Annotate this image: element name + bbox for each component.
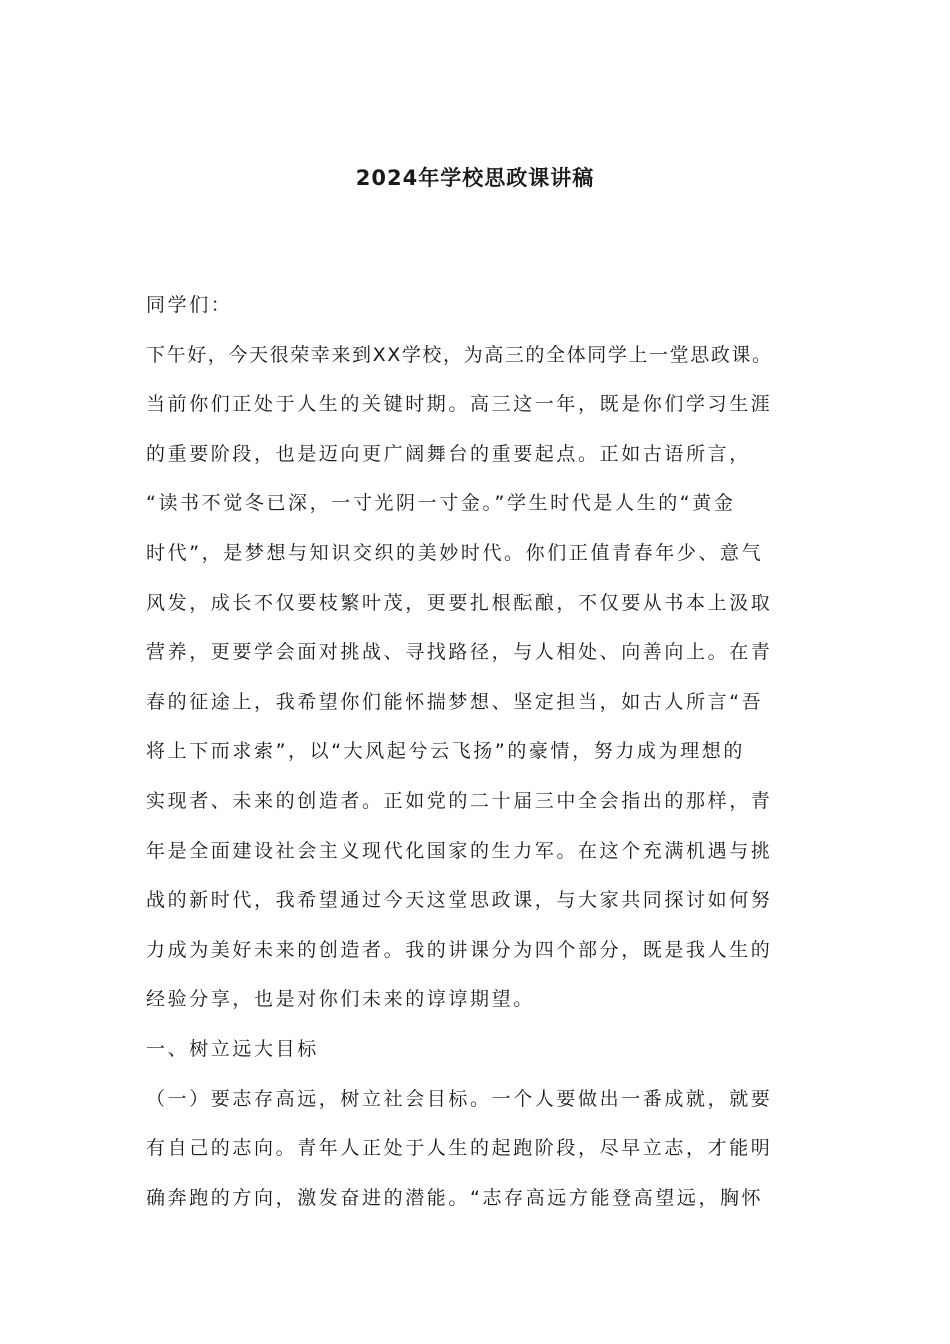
document-title: 2024年学校思政课讲稿 bbox=[355, 166, 595, 190]
paragraph-line: 经验分享，也是对你们未来的谆谆期望。 bbox=[146, 988, 535, 1011]
paragraph-line: （一）要志存高远，树立社会目标。一个人要做出一番成就，就要 bbox=[146, 1087, 773, 1110]
paragraph-line: 下午好，今天很荣幸来到XX学校，为高三的全体同学上一堂思政课。 bbox=[146, 343, 773, 366]
paragraph-line: 营养，更要学会面对挑战、寻找路径，与人相处、向善向上。在青 bbox=[146, 641, 773, 664]
paragraph-line: 将上下而求索”，以“大风起兮云飞扬”的豪情，努力成为理想的 bbox=[146, 740, 745, 763]
paragraph-line: 战的新时代，我希望通过今天这堂思政课，与大家共同探讨如何努 bbox=[146, 889, 773, 912]
paragraph-line: 力成为美好未来的创造者。我的讲课分为四个部分，既是我人生的 bbox=[146, 938, 773, 961]
paragraph-line: 确奔跑的方向，激发奋进的潜能。“志存高远方能登高望远，胸怀 bbox=[146, 1186, 764, 1209]
section-heading: 一、树立远大目标 bbox=[146, 1037, 319, 1060]
paragraph-line: “读书不觉冬已深，一寸光阴一寸金。”学生时代是人生的“黄金 bbox=[146, 492, 736, 515]
paragraph-line: 风发，成长不仅要枝繁叶茂，更要扎根酝酿，不仅要从书本上汲取 bbox=[146, 591, 773, 614]
paragraph-line: 实现者、未来的创造者。正如党的二十届三中全会指出的那样，青 bbox=[146, 789, 773, 812]
salutation-line: 同学们： bbox=[146, 294, 233, 316]
paragraph-line: 的重要阶段，也是迈向更广阔舞台的重要起点。正如古语所言， bbox=[146, 442, 751, 465]
paragraph-line: 年是全面建设社会主义现代化国家的生力军。在这个充满机遇与挑 bbox=[146, 839, 773, 862]
paragraph-line: 时代”，是梦想与知识交织的美妙时代。你们正值青春年少、意气 bbox=[146, 541, 764, 564]
paragraph-line: 当前你们正处于人生的关键时期。高三这一年，既是你们学习生涯 bbox=[146, 393, 773, 416]
paragraph-line: 春的征途上，我希望你们能怀揣梦想、坚定担当，如古人所言“吾 bbox=[146, 690, 764, 713]
document-body bbox=[146, 281, 826, 1223]
paragraph-line: 有自己的志向。青年人正处于人生的起跑阶段，尽早立志，才能明 bbox=[146, 1137, 773, 1160]
